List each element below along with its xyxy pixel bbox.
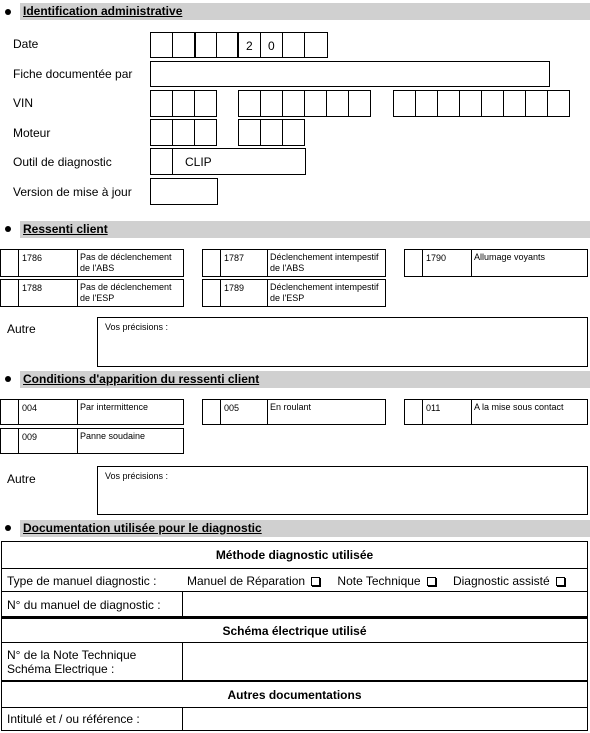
- outil-value: CLIP: [185, 155, 212, 169]
- vin-char-box[interactable]: [459, 90, 482, 117]
- outil-prefix-box[interactable]: [150, 148, 173, 175]
- section-bullet: [5, 525, 11, 531]
- option-code-cell: [18, 279, 78, 307]
- date-digit-box[interactable]: [216, 32, 239, 58]
- option-manuel-reparation[interactable]: [187, 574, 320, 588]
- condition-option[interactable]: [404, 399, 588, 425]
- type-manuel-row: [2, 569, 587, 592]
- option-text: Panne soudaine: [80, 431, 146, 441]
- note-tech-row: [2, 643, 587, 681]
- option-code: 011: [426, 403, 441, 413]
- option-checkbox[interactable]: [404, 399, 423, 425]
- vin-char-box[interactable]: [238, 90, 261, 117]
- ressenti-option[interactable]: [202, 249, 386, 277]
- condition-option[interactable]: [0, 428, 184, 454]
- option-code-cell: [422, 399, 472, 425]
- option-text: Pas de déclenchement de l'ABS: [80, 252, 172, 273]
- date-digit-box[interactable]: [260, 32, 283, 58]
- documentation-table: [1, 541, 588, 731]
- checkbox-icon[interactable]: [556, 577, 565, 586]
- option-text-cell: [267, 249, 386, 277]
- date-digit: 0: [268, 39, 275, 53]
- outil-value-box[interactable]: [172, 148, 306, 175]
- option-label: Manuel de Réparation: [187, 574, 306, 588]
- option-checkbox[interactable]: [202, 399, 221, 425]
- version-field[interactable]: [150, 178, 218, 205]
- vin-char-box[interactable]: [326, 90, 349, 117]
- conditions-precisions-field[interactable]: [97, 466, 588, 515]
- vin-char-box[interactable]: [150, 90, 173, 117]
- option-text-cell: [77, 399, 184, 425]
- section-title: Ressenti client: [23, 222, 108, 236]
- option-code-cell: [422, 249, 472, 277]
- moteur-char-box[interactable]: [150, 119, 173, 146]
- option-text: Pas de déclenchement de l'ESP: [80, 282, 172, 303]
- ressenti-precisions-field[interactable]: [97, 317, 588, 367]
- option-checkbox[interactable]: [202, 279, 221, 307]
- option-diagnostic-assiste[interactable]: [453, 574, 565, 588]
- section-header-conditions: [20, 371, 590, 388]
- ressenti-option[interactable]: [0, 279, 184, 307]
- vin-char-box[interactable]: [547, 90, 570, 117]
- outil-label: Outil de diagnostic: [13, 155, 112, 169]
- option-code: 009: [22, 432, 38, 442]
- vin-char-box[interactable]: [415, 90, 438, 117]
- option-code: 1789: [224, 283, 245, 293]
- option-checkbox[interactable]: [0, 399, 19, 425]
- option-code: 1786: [22, 253, 43, 263]
- option-text-cell: [77, 428, 184, 454]
- option-code: 1790: [426, 253, 447, 263]
- section-title: Identification administrative: [23, 4, 183, 18]
- methode-title: Méthode diagnostic utilisée: [215, 548, 374, 562]
- date-field[interactable]: [150, 32, 328, 58]
- vin-char-box[interactable]: [481, 90, 504, 117]
- option-code: 004: [22, 403, 38, 413]
- date-digit-box[interactable]: [172, 32, 195, 58]
- date-digit-box[interactable]: [194, 32, 217, 58]
- moteur-char-box[interactable]: [172, 119, 195, 146]
- ressenti-autre-label: Autre: [7, 322, 36, 336]
- ressenti-option[interactable]: [0, 249, 184, 277]
- option-label: Diagnostic assisté: [452, 574, 550, 588]
- option-checkbox[interactable]: [202, 249, 221, 277]
- type-manuel-label: Type de manuel diagnostic :: [7, 574, 157, 588]
- numero-manuel-label: N° du manuel de diagnostic :: [7, 598, 161, 612]
- option-text: A la mise sous contact: [474, 402, 564, 412]
- vin-char-box[interactable]: [194, 90, 217, 117]
- option-code-cell: [18, 399, 78, 425]
- condition-option[interactable]: [202, 399, 386, 425]
- vin-char-box[interactable]: [172, 90, 195, 117]
- option-text-cell: [267, 279, 386, 307]
- option-checkbox[interactable]: [404, 249, 423, 277]
- date-digit-box[interactable]: [304, 32, 328, 58]
- option-text: Par intermittence: [80, 402, 149, 412]
- date-label: Date: [13, 37, 39, 51]
- outil-field[interactable]: [150, 148, 306, 175]
- option-code: 1787: [224, 253, 245, 263]
- conditions-autre-label: Autre: [7, 472, 36, 486]
- numero-manuel-field[interactable]: [182, 592, 587, 616]
- moteur-field[interactable]: [150, 119, 320, 146]
- intitule-row: [2, 708, 587, 730]
- option-text: Déclenchement intempestif de l'ABS: [270, 252, 379, 273]
- option-text: En roulant: [270, 402, 312, 412]
- intitule-label: Intitulé et / ou référence :: [7, 712, 140, 726]
- vin-char-box[interactable]: [282, 90, 305, 117]
- ressenti-option[interactable]: [202, 279, 386, 307]
- option-text: Déclenchement intempestif de l'ESP: [270, 282, 379, 303]
- checkbox-icon[interactable]: [311, 577, 320, 586]
- option-text-cell: [77, 249, 184, 277]
- autres-title: Autres documentations: [227, 688, 362, 702]
- moteur-char-box[interactable]: [238, 119, 261, 146]
- option-code-cell: [220, 279, 268, 307]
- option-label: Note Technique: [337, 574, 421, 588]
- precisions-placeholder: Vos précisions :: [105, 471, 169, 481]
- moteur-char-box[interactable]: [260, 119, 283, 146]
- type-manuel-options: [187, 574, 565, 588]
- section-header-admin: [20, 3, 590, 20]
- section-title: Conditions d'apparition du ressenti client: [23, 372, 260, 386]
- autres-header-row: [2, 681, 587, 708]
- schema-elec-label: Schéma Electrique :: [7, 662, 115, 676]
- vin-char-box[interactable]: [304, 90, 327, 117]
- date-digit-box[interactable]: [238, 32, 261, 58]
- fiche-field[interactable]: [150, 61, 550, 87]
- option-text-cell: [471, 249, 588, 277]
- option-code: 1788: [22, 283, 43, 293]
- intitule-field[interactable]: [182, 708, 587, 730]
- condition-option[interactable]: [0, 399, 184, 425]
- option-text-cell: [267, 399, 386, 425]
- vin-label: VIN: [13, 96, 34, 110]
- schema-header-row: [2, 617, 587, 643]
- vin-char-box[interactable]: [393, 90, 416, 117]
- section-bullet: [5, 9, 11, 15]
- section-header-ressenti: [20, 221, 590, 238]
- date-digit: 2: [246, 39, 253, 53]
- section-title: Documentation utilisée pour le diagnostic: [23, 521, 262, 535]
- moteur-label: Moteur: [13, 126, 51, 140]
- ressenti-option[interactable]: [404, 249, 588, 277]
- option-code-cell: [18, 428, 78, 454]
- option-text-cell: [77, 279, 184, 307]
- option-code-cell: [18, 249, 78, 277]
- note-tech-label: N° de la Note Technique: [7, 648, 137, 662]
- vin-char-box[interactable]: [503, 90, 526, 117]
- methode-header-row: [2, 542, 587, 569]
- option-checkbox[interactable]: [0, 279, 19, 307]
- vin-char-box[interactable]: [437, 90, 460, 117]
- vin-char-box[interactable]: [260, 90, 283, 117]
- section-header-documentation: [20, 520, 590, 537]
- option-text-cell: [471, 399, 588, 425]
- checkbox-icon[interactable]: [427, 577, 436, 586]
- vin-char-box[interactable]: [348, 90, 371, 117]
- moteur-char-box[interactable]: [194, 119, 217, 146]
- date-digit-box[interactable]: [150, 32, 173, 58]
- note-tech-field[interactable]: [182, 643, 587, 680]
- date-digit-box[interactable]: [282, 32, 305, 58]
- option-checkbox[interactable]: [0, 249, 19, 277]
- option-code-cell: [220, 249, 268, 277]
- option-checkbox[interactable]: [0, 428, 19, 454]
- moteur-char-box[interactable]: [282, 119, 305, 146]
- version-label: Version de mise à jour: [13, 185, 132, 199]
- vin-field[interactable]: [150, 90, 572, 117]
- section-bullet: [5, 226, 11, 232]
- fiche-label: Fiche documentée par: [13, 67, 133, 81]
- option-code-cell: [220, 399, 268, 425]
- section-bullet: [5, 376, 11, 382]
- numero-manuel-row: [2, 592, 587, 617]
- precisions-placeholder: Vos précisions :: [105, 322, 169, 332]
- option-code: 005: [224, 403, 240, 413]
- option-text: Allumage voyants: [474, 252, 546, 262]
- option-note-technique[interactable]: [337, 574, 435, 588]
- vin-char-box[interactable]: [525, 90, 548, 117]
- schema-title: Schéma électrique utilisé: [222, 624, 367, 638]
